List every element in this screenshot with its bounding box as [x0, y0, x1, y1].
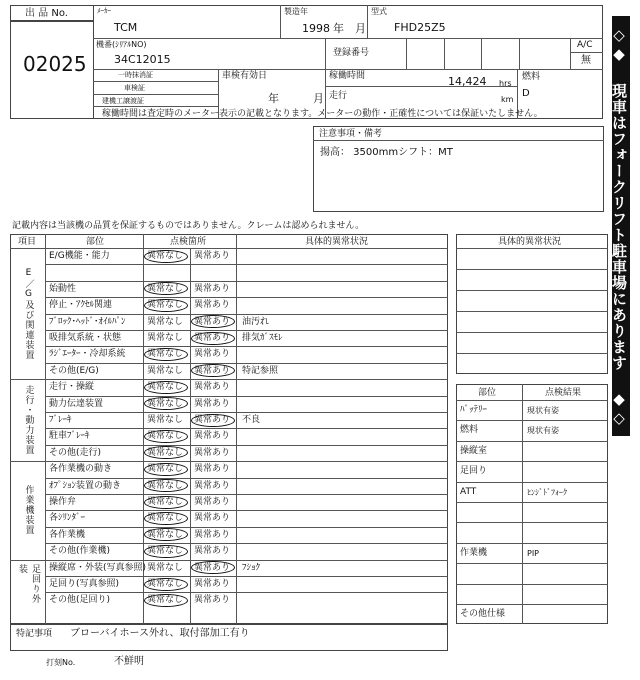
- option-abnormal: 異常あり: [194, 251, 231, 261]
- row-part: 始動性: [49, 283, 77, 294]
- option-normal: 異常なし: [147, 382, 184, 393]
- inspection-month-unit: 月: [313, 92, 324, 105]
- right-row-divider: [456, 461, 608, 462]
- hours-label: 稼働時間: [329, 71, 366, 81]
- model-value: FHD25Z5: [394, 21, 446, 34]
- circled-normal: [144, 299, 188, 312]
- circled-normal: [144, 397, 188, 410]
- circled-abnormal: [191, 414, 235, 427]
- hours-notice: 稼働時間は査定時のメーター表示の記載となります。メーターの動作・正確性については保証いたしません。: [102, 109, 543, 119]
- row-condition: 特記参照: [242, 365, 279, 376]
- option-abnormal: 異常あり: [194, 300, 231, 311]
- row-part: 各作業機の動き: [49, 464, 113, 475]
- row-condition: 排気ｶﾞｽﾓﾚ: [242, 333, 283, 343]
- col-header-part: 部位: [86, 237, 105, 247]
- option-normal: 異常なし: [147, 562, 184, 573]
- right-row-part: 足回り: [460, 466, 488, 477]
- option-normal: 異常なし: [147, 365, 184, 376]
- option-abnormal: 異常あり: [194, 415, 231, 425]
- right-row-part: 燃料: [460, 425, 479, 436]
- row-part: 各作業機: [49, 529, 86, 540]
- right-row-divider: [456, 522, 608, 523]
- circled-abnormal: [191, 315, 235, 328]
- col-header-item: 項目: [18, 237, 37, 247]
- circled-normal: [144, 479, 188, 492]
- col-header-checkpoint: 点検箇所: [170, 237, 207, 247]
- row-divider: [45, 346, 448, 347]
- right-row-result: 現状有姿: [527, 406, 559, 415]
- group-label: 走行・動力装置: [23, 385, 34, 456]
- circled-normal: [144, 578, 188, 591]
- construction-cert-label: 建機工譲渡証: [102, 97, 144, 105]
- serial-label: 機番(ｼﾘｱﾙNO): [96, 40, 147, 49]
- option-abnormal: 異常あり: [194, 497, 231, 507]
- option-abnormal: 異常あり: [194, 595, 231, 606]
- row-condition: 不良: [242, 415, 261, 425]
- row-divider: [45, 543, 448, 544]
- right-row-part: 作業機: [460, 547, 488, 558]
- option-normal: 異常なし: [147, 316, 184, 327]
- lot-label-cell: [10, 5, 94, 21]
- row-divider: [45, 297, 448, 298]
- option-normal: 異常なし: [147, 464, 184, 475]
- circled-normal: [144, 512, 188, 525]
- right-row-divider: [456, 441, 608, 442]
- option-normal: 異常なし: [147, 333, 184, 343]
- fuel-label: 燃料: [522, 72, 541, 82]
- serial-value: 34C12015: [114, 53, 171, 66]
- inspection-label: 車検有効日: [222, 71, 268, 81]
- circled-normal: [144, 430, 188, 443]
- group-label: 足回り外装: [17, 563, 40, 604]
- row-divider: [45, 576, 448, 577]
- row-part: 各ｼﾘﾝﾀﾞｰ: [49, 513, 86, 524]
- group-divider: [10, 560, 448, 561]
- option-abnormal: 異常あり: [194, 562, 231, 573]
- option-normal: 異常なし: [147, 447, 184, 458]
- year-value: 1998: [302, 22, 330, 35]
- lot-number-cell: [10, 21, 94, 119]
- option-normal: 異常なし: [147, 546, 184, 557]
- lot-label: 出 品 No.: [25, 8, 68, 19]
- circled-abnormal: [191, 332, 235, 345]
- option-abnormal: 異常あり: [194, 316, 231, 327]
- option-normal: 異常なし: [147, 398, 184, 409]
- row-divider: [45, 527, 448, 528]
- right-row-part: ﾊﾞｯﾃﾘｰ: [460, 405, 488, 415]
- option-normal: 異常なし: [147, 497, 184, 507]
- row-condition: 油汚れ: [242, 316, 270, 327]
- option-abnormal: 異常あり: [194, 464, 231, 475]
- option-abnormal: 異常あり: [194, 431, 231, 442]
- row-part: その他(作業機): [49, 546, 111, 557]
- row-divider: [45, 494, 448, 495]
- row-divider: [45, 445, 448, 446]
- row-divider: [45, 281, 448, 282]
- row-part: ｵﾌﾟｼｮﾝ装置の動き: [49, 480, 122, 491]
- row-divider: [45, 412, 448, 413]
- option-normal: 異常なし: [147, 283, 184, 294]
- row-part: E/G機能・能力: [49, 251, 110, 261]
- row-divider: [45, 510, 448, 511]
- option-abnormal: 異常あり: [194, 333, 231, 343]
- circled-normal: [144, 545, 188, 558]
- option-abnormal: 異常あり: [194, 349, 231, 360]
- location-banner: ◇◆ 現車はフォークリフト駐車場にあります ◆◇: [612, 16, 630, 436]
- year-unit: 年: [333, 22, 344, 35]
- group-label: E／G及び関連装置: [23, 267, 34, 360]
- right-row-divider: [456, 584, 608, 585]
- circled-abnormal: [191, 561, 235, 574]
- row-divider: [45, 478, 448, 479]
- temp-cert-label: 一時抹消証: [118, 71, 153, 79]
- circled-normal: [144, 463, 188, 476]
- row-part: ﾌﾞﾛｯｸ･ﾍｯﾄﾞ･ｵｲﾙﾊﾟﾝ: [49, 316, 126, 327]
- special-notes-label: 特記事項: [16, 629, 53, 639]
- row-part: その他(走行): [49, 447, 102, 458]
- option-abnormal: 異常あり: [194, 382, 231, 393]
- remarks-text: 揚高： 3500mmシフト：MT: [320, 147, 453, 158]
- row-part: その他(足回り): [49, 595, 111, 606]
- stamp-value: 不鮮明: [114, 656, 144, 667]
- row-part: その他(E/G): [49, 365, 99, 376]
- row-divider: [45, 428, 448, 429]
- option-abnormal: 異常あり: [194, 513, 231, 524]
- row-part: 走行・操縦: [49, 382, 95, 393]
- right-row-divider: [456, 502, 608, 503]
- row-part: 停止・ｱｸｾﾙ関連: [49, 300, 113, 311]
- right-row-divider: [456, 604, 608, 605]
- fuel-value: D: [522, 88, 530, 99]
- option-normal: 異常なし: [147, 431, 184, 442]
- month-unit: 月: [355, 22, 366, 35]
- year-label: 製造年: [284, 7, 308, 16]
- row-divider: [45, 363, 448, 364]
- stamp-label: 打刻No.: [46, 658, 76, 667]
- maker-label: ﾒｰｶｰ: [97, 7, 111, 15]
- circled-normal: [144, 496, 188, 509]
- disclaimer: 記載内容は当該機の品質を保証するものではありません。クレームは認められません。: [12, 221, 365, 231]
- row-condition: ﾌｼｮｸ: [242, 562, 261, 573]
- right-top-header: 具体的異常状況: [498, 237, 562, 247]
- row-part: 吸排気系統・状態: [49, 333, 122, 343]
- right-row-result: ﾋﾝｼﾞﾄﾞﾌｫｰｸ: [527, 487, 567, 497]
- remarks-label: 注意事項・備考: [319, 129, 383, 139]
- option-abnormal: 異常あり: [194, 546, 231, 557]
- vehicle-cert-label: 車検証: [124, 84, 145, 92]
- right-row-divider: [456, 563, 608, 564]
- option-normal: 異常なし: [147, 595, 184, 606]
- option-normal: 異常なし: [147, 349, 184, 360]
- circled-normal: [144, 381, 188, 394]
- lot-number: 02025: [23, 52, 87, 76]
- row-part: 操縦席・外装(写真参照): [49, 562, 147, 573]
- row-divider: [45, 314, 448, 315]
- ac-label: A/C: [577, 40, 593, 50]
- option-normal: 異常なし: [147, 513, 184, 524]
- option-abnormal: 異常あり: [194, 447, 231, 458]
- distance-unit: km: [501, 95, 514, 104]
- registration-label: 登録番号: [333, 48, 370, 58]
- right-row-result: PIP: [527, 548, 540, 558]
- right-row-part: その他仕様: [460, 609, 506, 619]
- right-col-part: 部位: [478, 388, 497, 398]
- row-part: 駐車ﾌﾞﾚｰｷ: [49, 431, 90, 442]
- group-label: 作業機装置: [23, 485, 34, 536]
- row-part: ﾌﾞﾚｰｷ: [49, 415, 72, 425]
- circled-normal: [144, 250, 188, 263]
- option-normal: 異常なし: [147, 251, 184, 261]
- ac-value: 無: [581, 55, 591, 66]
- option-abnormal: 異常あり: [194, 398, 231, 409]
- distance-label: 走行: [329, 91, 348, 101]
- option-abnormal: 異常あり: [194, 579, 231, 589]
- model-label: 型式: [371, 7, 387, 16]
- row-divider: [45, 396, 448, 397]
- right-row-result: 現状有姿: [527, 426, 559, 436]
- row-part: 操作弁: [49, 497, 77, 507]
- option-normal: 異常なし: [147, 579, 184, 589]
- hours-unit: hrs: [499, 79, 512, 88]
- option-normal: 異常なし: [147, 529, 184, 540]
- circled-normal: [144, 348, 188, 361]
- maker-value: TCM: [114, 21, 138, 34]
- right-row-divider: [456, 482, 608, 483]
- option-abnormal: 異常あり: [194, 480, 231, 491]
- group-divider: [10, 461, 448, 462]
- option-abnormal: 異常あり: [194, 529, 231, 540]
- option-abnormal: 異常あり: [194, 365, 231, 376]
- option-normal: 異常なし: [147, 415, 184, 425]
- row-divider: [45, 330, 448, 331]
- right-col-result: 点検結果: [545, 388, 582, 398]
- right-row-divider: [456, 420, 608, 421]
- row-divider: [45, 264, 448, 265]
- inspection-year-unit: 年: [268, 92, 279, 105]
- right-row-divider: [456, 543, 608, 544]
- row-divider: [45, 592, 448, 593]
- option-normal: 異常なし: [147, 480, 184, 491]
- row-part: ﾗｼﾞｴｰﾀｰ・冷却系統: [49, 349, 126, 360]
- circled-normal: [144, 594, 188, 607]
- row-part: 動力伝達装置: [49, 398, 104, 409]
- right-row-part: ATT: [460, 486, 477, 497]
- option-abnormal: 異常あり: [194, 283, 231, 294]
- right-row-part: 操縦室: [460, 445, 488, 456]
- hours-value: 14,424: [448, 75, 487, 88]
- col-header-condition: 具体的異常状況: [305, 237, 369, 247]
- row-part: 足回り(写真参照): [49, 579, 120, 589]
- group-divider: [10, 379, 448, 380]
- special-notes-text: ブローバイホース外れ、取付部加工有り: [70, 628, 250, 639]
- option-normal: 異常なし: [147, 300, 184, 311]
